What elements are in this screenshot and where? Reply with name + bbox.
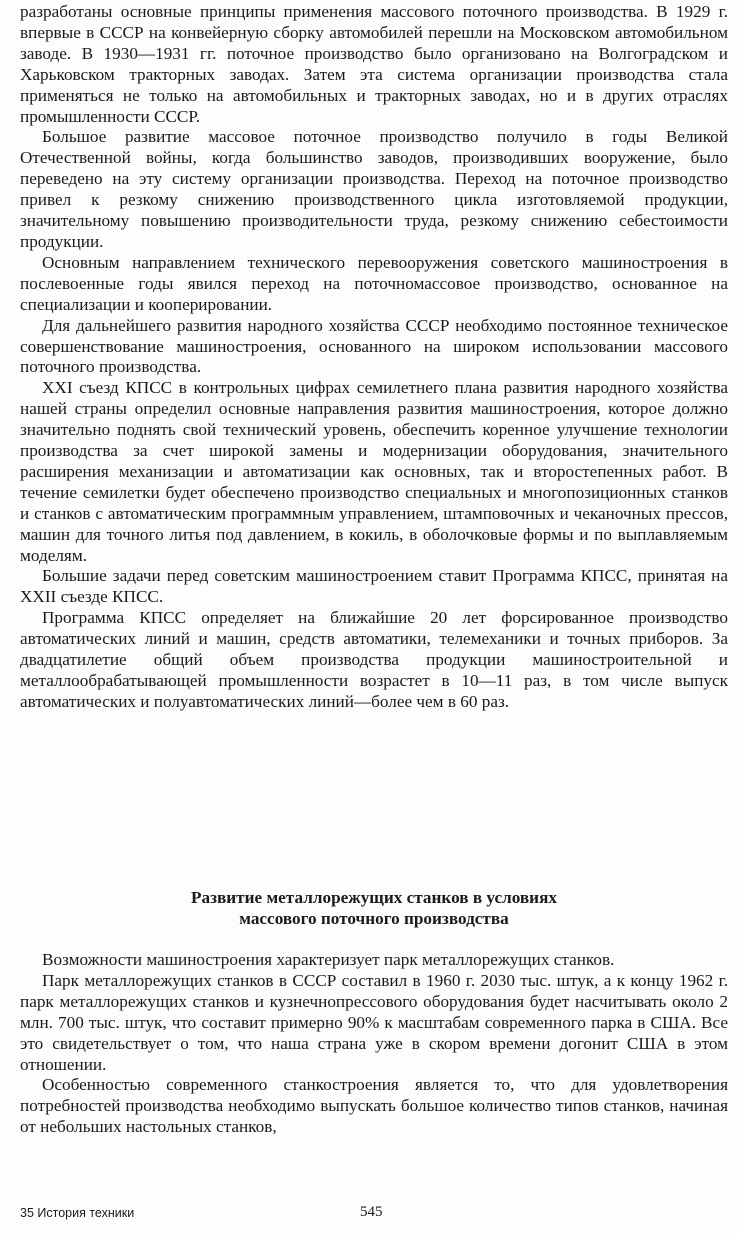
printer-signature: 35 История техники <box>20 1206 135 1220</box>
paragraph: Большое развитие массовое поточное производство получило в годы Великой Отечественной войны, когда большинство заводов, производивших вооружение, было переведено на эту систему организации производства. Переход на поточное производство привел к резкому снижению производственного цикла изготовляемой продукции, значительному повышению производительности труда, резкому снижению себестоимости продукции. <box>20 127 728 251</box>
paragraph: Для дальнейшего развития народного хозяйства СССР необходимо постоянное техническое совершенствование машиностроения, основанного на широком использовании массового поточного производства. <box>20 315 728 377</box>
paragraph: Основным направлением технического перевооружения советского машиностроения в послевоенные годы явился переход на поточномассовое производство, основанное на специализации и кооперировании. <box>20 252 728 314</box>
section-heading-line: Развитие металлорежущих станков в условиях <box>191 888 557 907</box>
paragraph: разработаны основные принципы применения массового поточного производства. В 1929 г. впервые в СССР на конвейерную сборку автомобилей перешли на Московском автомобильном заводе. В 1930—1931 гг. поточное производство было организовано на Волгоградском и Харьковском тракторных заводах. Затем эта система организации производства стала применяться не только на автомобильных и тракторных заводах, но и в других отраслях промышленности СССР. <box>20 2 728 126</box>
page-number: 545 <box>360 1204 383 1220</box>
section-heading <box>20 887 728 929</box>
section-heading-line: массового поточного производства <box>239 909 509 928</box>
body-text-bottom <box>20 950 728 1138</box>
page-footer <box>20 1206 728 1226</box>
paragraph: Возможности машиностроения характеризует парк металлорежущих станков. <box>42 950 615 969</box>
paragraph: XXI съезд КПСС в контрольных цифрах семилетнего плана развития народного хозяйства нашей страны определил основные направления развития машиностроения, которое должно значительно поднять свой технический уровень, обеспечить коренное улучшение технологии производства за счет широкой замены и модернизации оборудования, значительного расширения механизации и автоматизации как основных, так и второстепенных работ. В течение семилетки будет обеспечено производство специальных и многопозиционных станков и станков с автоматическим программным управлением, штамповочных и чеканочных прессов, машин для точного литья под давлением, в кокиль, в оболочковые формы и по выплавляемым моделям. <box>20 378 728 565</box>
paragraph: Большие задачи перед советским машиностроением ставит Программа КПСС, принятая на XXII съезде КПСС. <box>20 566 728 607</box>
paragraph: Парк металлорежущих станков в СССР составил в 1960 г. 2030 тыс. штук, а к концу 1962 г. парк металлорежущих станков и кузнечнопрессового оборудования будет насчитывать около 2 млн. 700 тыс. штук, что составит примерно 90% к масштабам современного парка в США. Все это свидетельствует о том, что наша страна уже в скором времени догонит США в этом отношении. <box>20 970 728 1074</box>
body-text-top <box>20 2 728 713</box>
paragraph: Особенностью современного станкостроения является то, что для удовлетворения потребностей производства необходимо выпускать большое количество типов станков, начиная от небольших настольных станков, <box>20 1075 728 1137</box>
paragraph: Программа КПСС определяет на ближайшие 20 лет форсированное производство автоматических линий и машин, средств автоматики, телемеханики и точных приборов. За двадцатилетие общий объем производства продукции машиностроительной и металлообрабатывающей промышленности возрастет в 10—11 раз, в том числе выпуск автоматических и полуавтоматических линий—более чем в 60 раз. <box>20 608 728 711</box>
